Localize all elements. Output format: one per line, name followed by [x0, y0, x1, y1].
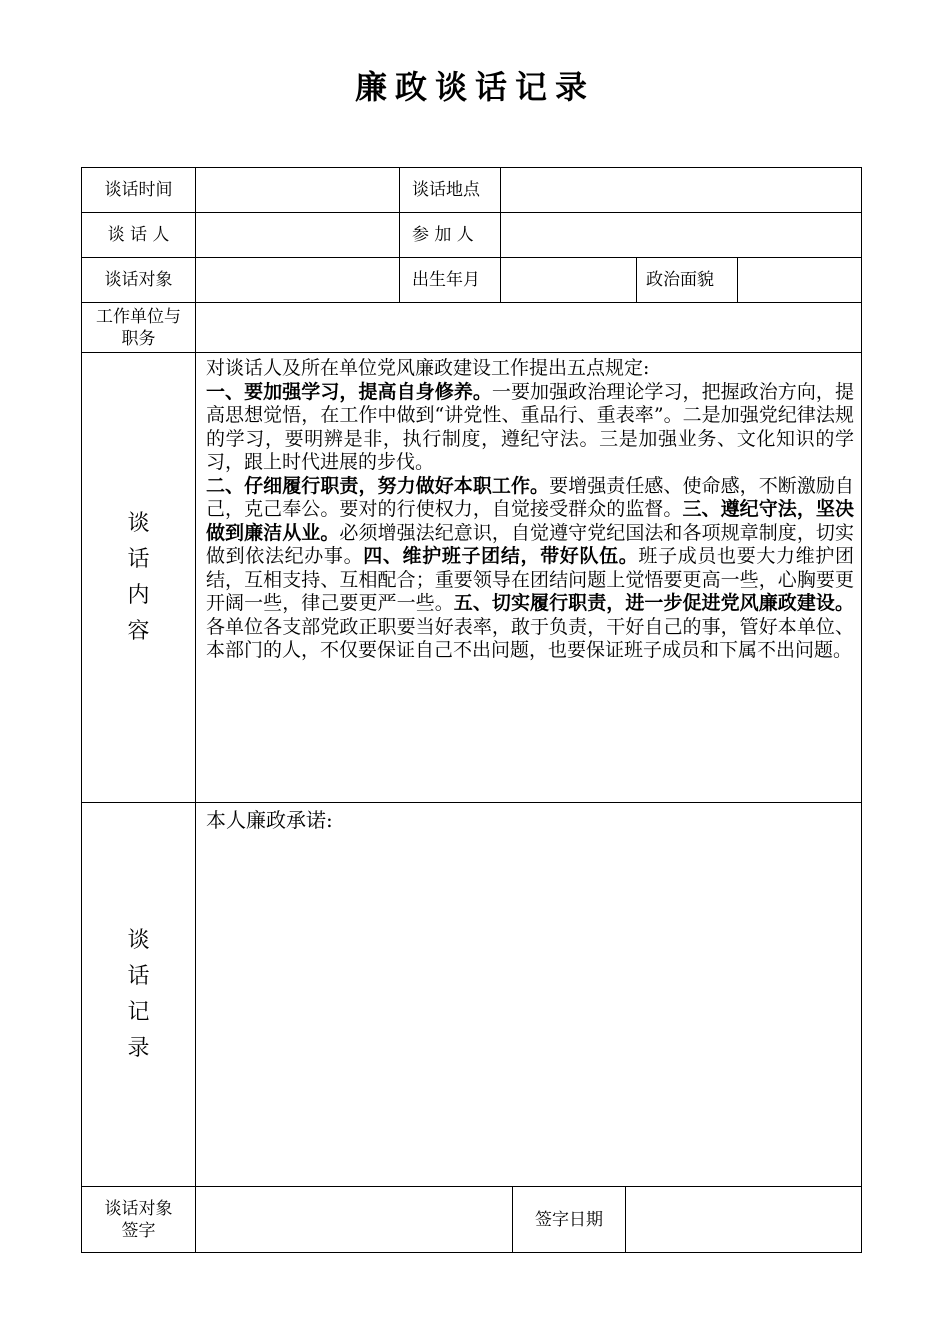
political-status-value[interactable]	[738, 258, 861, 302]
talker-label: 谈 话 人	[107, 225, 170, 245]
talk-record-label-char: 谈	[127, 927, 150, 953]
talk-content-label-char: 话	[127, 546, 150, 572]
talk-record-label	[82, 803, 195, 1186]
subject-signature-value[interactable]	[196, 1187, 512, 1252]
political-status-label: 政治面貌	[646, 270, 714, 290]
rule-3-body: 必须增强法纪意识，自觉遵守党纪国法和各项规章制度，切实做到依法纪办事。	[206, 521, 854, 567]
rule-4-heading: 四、维护班子团结，带好队伍。	[363, 545, 639, 567]
rule-1-heading: 一、要加强学习，提高自身修养。	[206, 380, 492, 403]
talk-place-label: 谈话地点	[412, 180, 480, 200]
participants-value[interactable]	[501, 213, 861, 257]
talk-record-label-char: 话	[127, 963, 150, 989]
row-divider	[82, 352, 861, 353]
rule-5-body: 各单位各支部党政正职要当好表率，敢于负责，干好自己的事，管好本单位、本部门的人，不仅要保证自己不出问题，也要保证班子成员和下属不出问题。	[206, 615, 854, 661]
talk-place-value[interactable]	[501, 168, 861, 212]
talk-content-label-char: 谈	[127, 510, 150, 536]
work-unit-label	[82, 303, 195, 352]
subject-value[interactable]	[196, 258, 399, 302]
sign-date-label: 签字日期	[535, 1209, 603, 1230]
rule-2-heading: 二、仔细履行职责，努力做好本职工作。	[206, 474, 550, 497]
talk-time-label: 谈话时间	[104, 180, 173, 200]
rule-1-body: 一要加强政治理论学习，把握政治方向，提高思想觉悟，在工作中做到“讲党性、重品行、重表率”。二是加强党纪律法规的学习，要明辨是非，执行制度，遵纪守法。三是加强业务、文化知识的学习，跟上时代进展的步伐。	[206, 380, 854, 473]
work-unit-value[interactable]	[196, 303, 861, 352]
talk-content-label-char: 内	[127, 582, 150, 608]
integrity-promise-label: 本人廉政承诺:	[206, 808, 333, 832]
subject-signature-label-line2: 签字	[121, 1220, 156, 1241]
birth-value[interactable]	[501, 258, 636, 302]
talker-value[interactable]	[196, 213, 399, 257]
work-unit-label-line1: 工作单位与	[96, 306, 181, 327]
subject-signature-label-line1: 谈话对象	[104, 1198, 173, 1219]
content-intro: 对谈话人及所在单位党风廉政建设工作提出五点规定:	[206, 357, 650, 379]
rule-5-heading: 五、切实履行职责，进一步促进党风廉政建设。	[453, 592, 854, 614]
talk-content-label	[82, 353, 195, 802]
subject-signature-label	[82, 1187, 195, 1252]
rule-2-body: 要增强责任感、使命感，不断激励自己，克己奉公。要对的行使权力，自觉接受群众的监督。	[206, 474, 854, 520]
page-title: 廉政谈话记录	[354, 68, 595, 106]
row-divider	[82, 802, 861, 803]
talk-record-label-char: 记	[127, 999, 150, 1025]
participants-label: 参 加 人	[412, 225, 474, 245]
rule-3-heading: 三、遵纪守法，坚决做到廉洁从业。	[206, 498, 854, 544]
talk-time-value[interactable]	[196, 168, 399, 212]
subject-label: 谈话对象	[104, 270, 173, 290]
birth-label: 出生年月	[412, 270, 480, 290]
work-unit-label-line2: 职务	[121, 328, 156, 349]
talk-record-form	[81, 167, 862, 1253]
talk-record-label-char: 录	[127, 1035, 150, 1061]
sign-date-value[interactable]	[626, 1187, 861, 1252]
talk-content-text	[206, 357, 854, 663]
rule-4-body: 班子成员也要大力维护团结，互相支持、互相配合；重要领导在团结问题上觉悟要更高一些，心胸要更开阔一些，律己要更严一些。	[206, 545, 854, 614]
talk-content-label-char: 容	[127, 618, 150, 644]
